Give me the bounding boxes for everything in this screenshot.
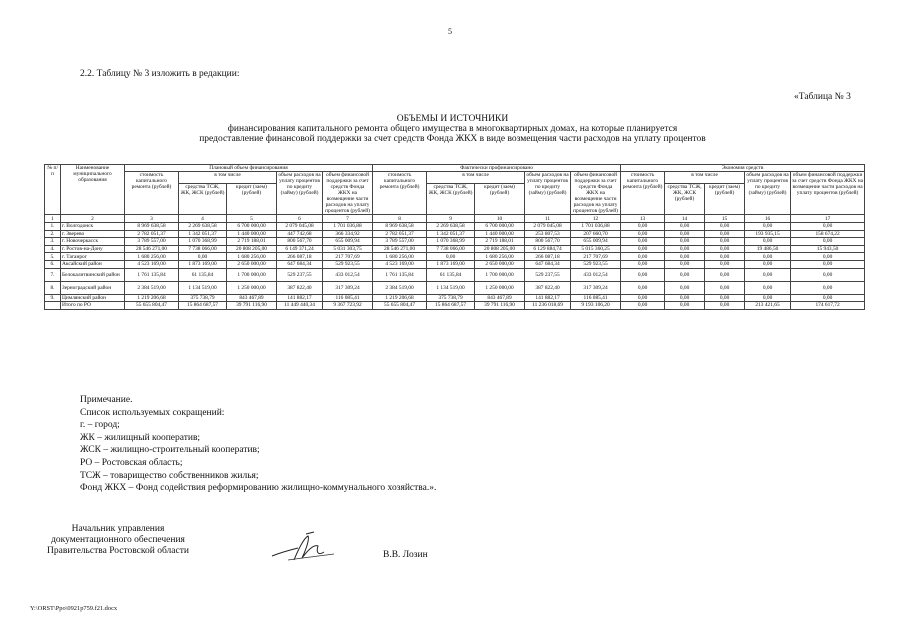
municipality-cell: г. Новочеркасск bbox=[61, 238, 125, 246]
value-cell: 2 719 188,01 bbox=[475, 238, 525, 246]
value-cell: 0,00 bbox=[621, 253, 665, 261]
municipality-cell: г. Зверево bbox=[61, 230, 125, 238]
value-cell: 800 567,70 bbox=[277, 238, 323, 246]
header-cost: стоимость капитального ремонта (рублей) bbox=[125, 172, 179, 215]
value-cell: 2 079 045,08 bbox=[525, 223, 571, 231]
value-cell: 1 070 368,99 bbox=[179, 238, 227, 246]
value-cell: 0,00 bbox=[665, 245, 705, 253]
value-cell: 6 149 371,24 bbox=[277, 245, 323, 253]
column-number-cell: 10 bbox=[475, 215, 525, 223]
value-cell: 174 617,72 bbox=[791, 302, 865, 310]
value-cell: 28 546 271,00 bbox=[125, 245, 179, 253]
header-support: объем финансовой поддержки за счет средств Фонда ЖКХ на возмещение части расходов на уплату процентов (рублей) bbox=[571, 172, 621, 215]
value-cell: 0,00 bbox=[665, 260, 705, 268]
value-cell: 655 009,94 bbox=[323, 238, 373, 246]
value-cell: 2 719 188,01 bbox=[227, 238, 277, 246]
value-cell: 0,00 bbox=[621, 245, 665, 253]
column-number-cell: 12 bbox=[571, 215, 621, 223]
header-incl: в том числе bbox=[179, 172, 277, 184]
header-interest: объем расходов на уплату процентов по кредиту (займу) (рублей) bbox=[525, 172, 571, 215]
value-cell: 1 219 206,68 bbox=[125, 294, 179, 302]
table-row bbox=[45, 230, 865, 238]
table-row bbox=[45, 294, 865, 302]
value-cell: 0,00 bbox=[791, 268, 865, 281]
value-cell: 1 440 000,00 bbox=[227, 230, 277, 238]
row-number-cell: 2. bbox=[45, 230, 61, 238]
value-cell: 1 873 169,00 bbox=[427, 260, 475, 268]
value-cell: 1 873 169,00 bbox=[179, 260, 227, 268]
value-cell: 207 660,70 bbox=[571, 230, 621, 238]
value-cell: 0,00 bbox=[665, 223, 705, 231]
value-cell: 1 680 256,00 bbox=[227, 253, 277, 261]
value-cell: 2 079 045,08 bbox=[277, 223, 323, 231]
signer-title-2: документационного обеспечения bbox=[51, 535, 185, 545]
value-cell: 1 680 256,00 bbox=[475, 253, 525, 261]
header-credit: кредит (заем) (рублей) bbox=[475, 183, 525, 214]
value-cell: 61 135,84 bbox=[427, 268, 475, 281]
value-cell: 1 342 051,37 bbox=[179, 230, 227, 238]
header-savings-cost: стоимость капитального ремонта (рублей) bbox=[621, 172, 665, 215]
value-cell: 0,00 bbox=[665, 281, 705, 294]
value-cell: 28 546 271,00 bbox=[373, 245, 427, 253]
value-cell: 6 700 000,00 bbox=[475, 223, 525, 231]
value-cell: 39 791 116,90 bbox=[475, 302, 525, 310]
row-number-cell: 1. bbox=[45, 223, 61, 231]
row-number-cell: 8. bbox=[45, 281, 61, 294]
value-cell: 433 012,54 bbox=[571, 268, 621, 281]
value-cell: 1 342 051,37 bbox=[427, 230, 475, 238]
value-cell: 6 129 884,74 bbox=[525, 245, 571, 253]
value-cell: 4 523 169,00 bbox=[125, 260, 179, 268]
note-line: г. – город; bbox=[80, 420, 120, 431]
header-credit: кредит (заем) (рублей) bbox=[227, 183, 277, 214]
value-cell: 0,00 bbox=[705, 253, 745, 261]
value-cell: 116 085,41 bbox=[571, 294, 621, 302]
value-cell: 39 791 116,90 bbox=[227, 302, 277, 310]
value-cell: 15 864 687,57 bbox=[427, 302, 475, 310]
value-cell: 529 923,55 bbox=[323, 260, 373, 268]
value-cell: 529 237,55 bbox=[525, 268, 571, 281]
value-cell: 15 864 687,57 bbox=[179, 302, 227, 310]
value-cell: 0,00 bbox=[621, 223, 665, 231]
header-no: № п/п bbox=[45, 165, 61, 215]
value-cell: 0,00 bbox=[705, 238, 745, 246]
header-incl: в том числе bbox=[665, 172, 745, 184]
value-cell: 1 440 000,00 bbox=[475, 230, 525, 238]
value-cell: 655 009,94 bbox=[571, 238, 621, 246]
value-cell: 387 822,40 bbox=[525, 281, 571, 294]
table-row bbox=[45, 260, 865, 268]
heading-title: ОБЪЕМЫ И ИСТОЧНИКИ bbox=[396, 114, 509, 124]
value-cell: 0,00 bbox=[665, 230, 705, 238]
value-cell: 2 650 000,00 bbox=[475, 260, 525, 268]
value-cell: 1 700 000,00 bbox=[475, 268, 525, 281]
value-cell: 8 969 638,58 bbox=[373, 223, 427, 231]
value-cell: 0,00 bbox=[705, 294, 745, 302]
value-cell: 0,00 bbox=[745, 294, 791, 302]
row-number-cell: 6. bbox=[45, 260, 61, 268]
column-number-cell: 17 bbox=[791, 215, 865, 223]
value-cell: 0,00 bbox=[621, 268, 665, 281]
note-line: ЖК – жилищный кооператив; bbox=[80, 432, 201, 443]
header-own-funds: средства ТСЖ, ЖК, ЖСК (рублей) bbox=[665, 183, 705, 214]
column-number-cell: 13 bbox=[621, 215, 665, 223]
value-cell: 11 236 018,69 bbox=[525, 302, 571, 310]
value-cell: 9 193 106,20 bbox=[571, 302, 621, 310]
value-cell: 0,00 bbox=[427, 253, 475, 261]
value-cell: 61 135,84 bbox=[179, 268, 227, 281]
value-cell: 0,00 bbox=[665, 294, 705, 302]
note-line: ТСЖ – товарищество собственников жилья; bbox=[80, 470, 259, 481]
table-row bbox=[45, 245, 865, 253]
column-number-cell: 4 bbox=[179, 215, 227, 223]
value-cell: 0,00 bbox=[665, 253, 705, 261]
value-cell: 0,00 bbox=[745, 238, 791, 246]
value-cell: 0,00 bbox=[745, 268, 791, 281]
value-cell: 0,00 bbox=[705, 223, 745, 231]
value-cell: 447 742,68 bbox=[277, 230, 323, 238]
value-cell: 4 523 169,00 bbox=[373, 260, 427, 268]
value-cell: 375 738,79 bbox=[179, 294, 227, 302]
value-cell: 0,00 bbox=[705, 302, 745, 310]
value-cell: 9 367 723,92 bbox=[323, 302, 373, 310]
value-cell: 253 807,53 bbox=[525, 230, 571, 238]
value-cell: 2 269 638,58 bbox=[179, 223, 227, 231]
document-path: Y:\ORST\Ppo\0921p759.f21.docx bbox=[30, 605, 118, 612]
value-cell: 0,00 bbox=[705, 245, 745, 253]
column-number-cell: 6 bbox=[277, 215, 323, 223]
column-number-cell: 9 bbox=[427, 215, 475, 223]
value-cell: 647 684,34 bbox=[277, 260, 323, 268]
value-cell: 15 943,50 bbox=[791, 245, 865, 253]
value-cell: 2 269 638,58 bbox=[427, 223, 475, 231]
header-credit: кредит (заем) (рублей) bbox=[705, 183, 745, 214]
value-cell: 55 655 804,47 bbox=[125, 302, 179, 310]
value-cell: 317 309,24 bbox=[571, 281, 621, 294]
column-number-cell: 14 bbox=[665, 215, 705, 223]
value-cell: 217 707,69 bbox=[571, 253, 621, 261]
heading-subtitle-1: финансирования капитального ремонта общего имущества в многоквартирных домах, на которые планируется bbox=[227, 124, 678, 134]
document-heading bbox=[0, 114, 905, 144]
row-number-cell: 4. bbox=[45, 245, 61, 253]
value-cell: 0,00 bbox=[745, 253, 791, 261]
value-cell: 1 680 256,00 bbox=[125, 253, 179, 261]
header-incl: в том числе bbox=[427, 172, 525, 184]
value-cell: 1 250 000,00 bbox=[475, 281, 525, 294]
header-savings-support: объем финансовой поддержки за счет средств Фонда ЖКХ на возмещение части расходов на уплату процентов (рублей) bbox=[791, 172, 865, 215]
value-cell: 158 674,22 bbox=[791, 230, 865, 238]
value-cell: 0,00 bbox=[179, 253, 227, 261]
header-own-funds: средства ТСЖ, ЖК, ЖСК (рублей) bbox=[179, 183, 227, 214]
note-line: Список используемых сокращений: bbox=[80, 407, 225, 418]
value-cell: 433 012,54 bbox=[323, 268, 373, 281]
value-cell: 0,00 bbox=[791, 253, 865, 261]
table-row bbox=[45, 268, 865, 281]
value-cell: 0,00 bbox=[705, 230, 745, 238]
value-cell: 5 015 360,25 bbox=[571, 245, 621, 253]
value-cell: 375 738,79 bbox=[427, 294, 475, 302]
value-cell: 529 923,55 bbox=[571, 260, 621, 268]
value-cell: 0,00 bbox=[665, 238, 705, 246]
municipality-cell: Аксайский район bbox=[61, 260, 125, 268]
heading-subtitle-2: предоставление финансовой поддержки за счет средств Фонда ЖКХ в виде возмещения части расходов на уплату процентов bbox=[199, 134, 706, 144]
value-cell: 7 738 066,00 bbox=[179, 245, 227, 253]
value-cell: 266 087,18 bbox=[525, 253, 571, 261]
value-cell: 0,00 bbox=[665, 302, 705, 310]
signer-block bbox=[28, 524, 208, 557]
value-cell: 1 761 135,84 bbox=[373, 268, 427, 281]
row-number-cell: 5. bbox=[45, 253, 61, 261]
note-line: РО – Ростовская область; bbox=[80, 457, 183, 468]
value-cell: 8 969 638,58 bbox=[125, 223, 179, 231]
value-cell: 0,00 bbox=[791, 238, 865, 246]
value-cell: 5 031 303,75 bbox=[323, 245, 373, 253]
notes-title: Примечание. bbox=[80, 395, 133, 405]
header-interest: объем расходов на уплату процентов по кредиту (займу) (рублей) bbox=[277, 172, 323, 215]
column-number-cell: 7 bbox=[323, 215, 373, 223]
value-cell: 141 882,17 bbox=[277, 294, 323, 302]
column-number-cell: 2 bbox=[61, 215, 125, 223]
header-group-actual: Фактически профинансировано bbox=[373, 165, 621, 172]
municipality-cell: Цимлянский район bbox=[61, 294, 125, 302]
value-cell: 0,00 bbox=[705, 260, 745, 268]
value-cell: 1 761 135,84 bbox=[125, 268, 179, 281]
value-cell: 1 219 206,68 bbox=[373, 294, 427, 302]
municipality-cell: Итого по РО bbox=[61, 302, 125, 310]
note-line: ЖСК – жилищно-строительный кооператив; bbox=[80, 445, 260, 456]
value-cell: 843 467,89 bbox=[227, 294, 277, 302]
value-cell: 217 707,69 bbox=[323, 253, 373, 261]
value-cell: 0,00 bbox=[621, 281, 665, 294]
value-cell: 2 650 000,00 bbox=[227, 260, 277, 268]
value-cell: 3 789 557,00 bbox=[373, 238, 427, 246]
value-cell: 20 808 205,00 bbox=[475, 245, 525, 253]
row-number-cell: 9. bbox=[45, 294, 61, 302]
value-cell: 800 567,70 bbox=[525, 238, 571, 246]
value-cell: 1 701 036,88 bbox=[323, 223, 373, 231]
table-row bbox=[45, 238, 865, 246]
value-cell: 3 789 557,00 bbox=[125, 238, 179, 246]
value-cell: 1 250 000,00 bbox=[227, 281, 277, 294]
column-number-cell: 16 bbox=[745, 215, 791, 223]
value-cell: 2 782 051,37 bbox=[373, 230, 427, 238]
value-cell: 0,00 bbox=[745, 260, 791, 268]
column-number-cell: 1 bbox=[45, 215, 61, 223]
value-cell: 141 882,17 bbox=[525, 294, 571, 302]
municipality-cell: Белокалитвинский район bbox=[61, 268, 125, 281]
value-cell: 6 700 000,00 bbox=[227, 223, 277, 231]
signer-name: В.В. Лозин bbox=[383, 550, 428, 560]
value-cell: 20 808 205,00 bbox=[227, 245, 277, 253]
column-number-cell: 3 bbox=[125, 215, 179, 223]
value-cell: 7 738 066,00 bbox=[427, 245, 475, 253]
value-cell: 0,00 bbox=[745, 223, 791, 231]
value-cell: 116 085,41 bbox=[323, 294, 373, 302]
table-caption: «Таблица № 3 bbox=[794, 92, 851, 102]
value-cell: 19 486,50 bbox=[745, 245, 791, 253]
header-interest: объем расходов на уплату процентов по кредиту (займу) (рублей) bbox=[745, 172, 791, 215]
value-cell: 1 070 368,99 bbox=[427, 238, 475, 246]
column-number-cell: 5 bbox=[227, 215, 277, 223]
value-cell: 0,00 bbox=[745, 281, 791, 294]
value-cell: 0,00 bbox=[791, 260, 865, 268]
header-name: Наименование муниципального образования bbox=[61, 165, 125, 215]
value-cell: 2 384 519,00 bbox=[125, 281, 179, 294]
header-group-planned: Плановый объем финансирования bbox=[125, 165, 373, 172]
row-number-cell: 3. bbox=[45, 238, 61, 246]
header-cost: стоимость капитального ремонта (рублей) bbox=[373, 172, 427, 215]
header-group-savings: Экономия средств bbox=[621, 165, 865, 172]
value-cell: 0,00 bbox=[621, 260, 665, 268]
municipality-cell: г. Таганрог bbox=[61, 253, 125, 261]
value-cell: 1 134 519,00 bbox=[179, 281, 227, 294]
value-cell: 0,00 bbox=[705, 268, 745, 281]
column-number-row bbox=[45, 215, 865, 223]
value-cell: 11 449 440,34 bbox=[277, 302, 323, 310]
table-row bbox=[45, 223, 865, 231]
table-body bbox=[45, 223, 865, 310]
value-cell: 0,00 bbox=[621, 230, 665, 238]
value-cell: 2 782 051,37 bbox=[125, 230, 179, 238]
value-cell: 193 935,15 bbox=[745, 230, 791, 238]
value-cell: 1 680 256,00 bbox=[373, 253, 427, 261]
row-number-cell: 7. bbox=[45, 268, 61, 281]
column-number-cell: 8 bbox=[373, 215, 427, 223]
value-cell: 266 087,18 bbox=[277, 253, 323, 261]
value-cell: 387 822,40 bbox=[277, 281, 323, 294]
value-cell: 1 701 036,88 bbox=[571, 223, 621, 231]
value-cell: 0,00 bbox=[621, 294, 665, 302]
value-cell: 317 309,24 bbox=[323, 281, 373, 294]
value-cell: 1 134 519,00 bbox=[427, 281, 475, 294]
value-cell: 366 334,92 bbox=[323, 230, 373, 238]
table-row bbox=[45, 253, 865, 261]
value-cell: 0,00 bbox=[621, 238, 665, 246]
value-cell: 0,00 bbox=[705, 281, 745, 294]
signer-title-1: Начальник управления bbox=[71, 524, 165, 534]
value-cell: 0,00 bbox=[621, 302, 665, 310]
value-cell: 0,00 bbox=[791, 294, 865, 302]
value-cell: 0,00 bbox=[791, 223, 865, 231]
total-row bbox=[45, 302, 865, 310]
intro-text: 2.2. Таблицу № 3 изложить в редакции: bbox=[80, 69, 240, 79]
notes-block bbox=[80, 394, 436, 495]
column-number-cell: 15 bbox=[705, 215, 745, 223]
value-cell: 2 384 519,00 bbox=[373, 281, 427, 294]
row-number-cell bbox=[45, 302, 61, 310]
municipality-cell: г. Волгодонск bbox=[61, 223, 125, 231]
value-cell: 213 421,65 bbox=[745, 302, 791, 310]
signer-title-3: Правительства Ростовской области bbox=[47, 546, 189, 556]
value-cell: 0,00 bbox=[665, 268, 705, 281]
note-line: Фонд ЖКХ – Фонд содействия реформированию жилищно-коммунального хозяйства.». bbox=[80, 483, 437, 494]
municipality-cell: Зерноградский район bbox=[61, 281, 125, 294]
value-cell: 1 700 000,00 bbox=[227, 268, 277, 281]
financing-table bbox=[44, 164, 865, 310]
value-cell: 843 467,89 bbox=[475, 294, 525, 302]
page-number: 5 bbox=[448, 27, 452, 36]
column-number-cell: 11 bbox=[525, 215, 571, 223]
table-row bbox=[45, 281, 865, 294]
value-cell: 529 237,55 bbox=[277, 268, 323, 281]
value-cell: 55 655 804,47 bbox=[373, 302, 427, 310]
header-support: объем финансовой поддержки за счет средств Фонда ЖКХ на возмещение части расходов на уплату процентов (рублей) bbox=[323, 172, 373, 215]
handwritten-signature bbox=[268, 530, 338, 564]
header-own-funds: средства ТСЖ, ЖК, ЖСК (рублей) bbox=[427, 183, 475, 214]
value-cell: 0,00 bbox=[791, 281, 865, 294]
value-cell: 647 684,34 bbox=[525, 260, 571, 268]
municipality-cell: г. Ростов-на-Дону bbox=[61, 245, 125, 253]
